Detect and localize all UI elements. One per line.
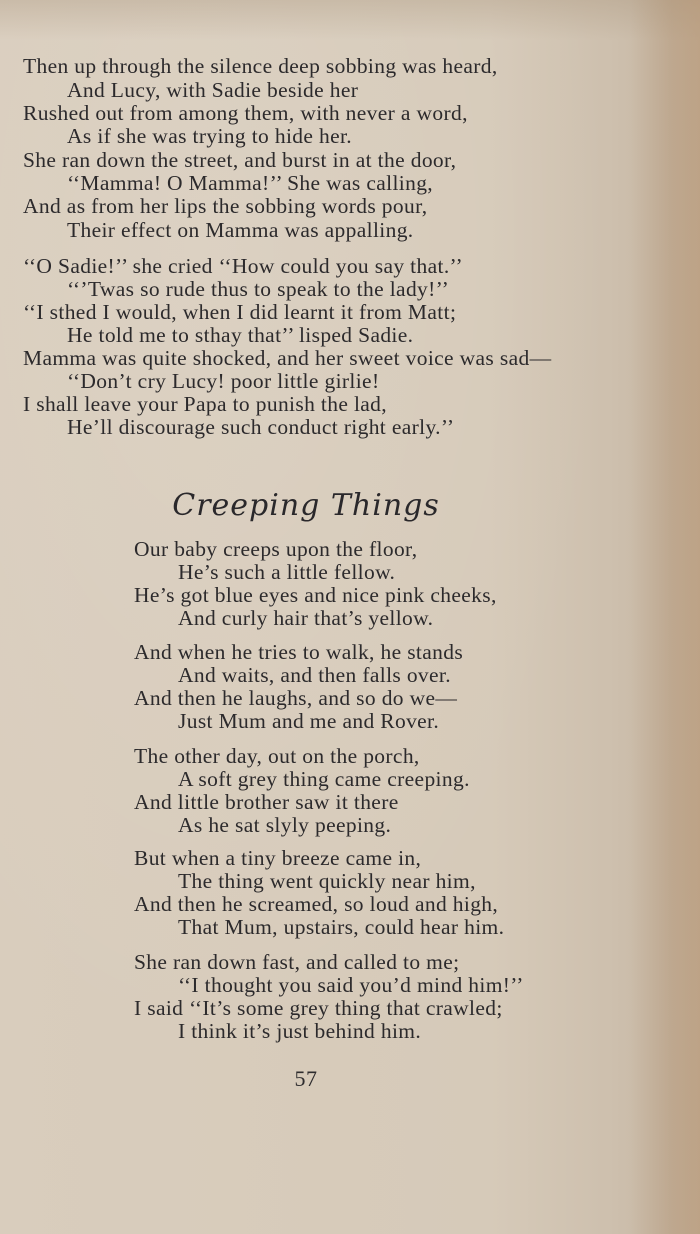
- poem-line: And then he screamed, so loud and high,: [134, 892, 499, 916]
- poem-line: But when a tiny breeze came in,: [134, 846, 422, 870]
- poem-line: And curly hair that’s yellow.: [178, 606, 434, 630]
- poem-line: ‘‘Don’t cry Lucy! poor little girlie!: [67, 369, 380, 393]
- poem-line: Mamma was quite shocked, and her sweet voice was sad—: [23, 346, 552, 370]
- page-edge-shading: [630, 0, 700, 1234]
- page-top-shading: [0, 0, 700, 40]
- poem-line: Rushed out from among them, with never a word,: [23, 101, 468, 125]
- poem-line: As he sat slyly peeping.: [178, 813, 392, 837]
- poem-line: ‘‘Mamma! O Mamma!’’ She was calling,: [67, 171, 434, 195]
- poem-line: And little brother saw it there: [134, 790, 399, 814]
- poem-line: Just Mum and me and Rover.: [178, 709, 440, 733]
- page-number: 57: [294, 1066, 318, 1091]
- poem-line: A soft grey thing came creeping.: [178, 767, 470, 791]
- poem-line: And Lucy, with Sadie beside her: [67, 78, 359, 102]
- poem-line: And as from her lips the sobbing words pour,: [23, 194, 428, 218]
- poem-line: And when he tries to walk, he stands: [134, 640, 464, 664]
- poem-line: ‘‘I thought you said you’d mind him!’’: [178, 973, 524, 997]
- poem-line: Then up through the silence deep sobbing was heard,: [23, 54, 498, 78]
- poem-line: ‘‘O Sadie!’’ she cried ‘‘How could you say that.’’: [23, 254, 463, 278]
- poem-line: He’ll discourage such conduct right early.’’: [67, 415, 455, 439]
- poem-line: He’s such a little fellow.: [178, 560, 396, 584]
- poem-line: He’s got blue eyes and nice pink cheeks,: [134, 583, 497, 607]
- poem-line: ‘‘’Twas so rude thus to speak to the lady!’’: [67, 277, 450, 301]
- poem-line: Their effect on Mamma was appalling.: [67, 218, 414, 242]
- poem-line: And waits, and then falls over.: [178, 663, 451, 687]
- poem-line: She ran down fast, and called to me;: [134, 950, 460, 974]
- poem-line: Our baby creeps upon the floor,: [134, 537, 418, 561]
- poem-line: I think it’s just behind him.: [178, 1019, 422, 1043]
- poem-line: ‘‘I sthed I would, when I did learnt it from Matt;: [23, 300, 457, 324]
- poem-line: The other day, out on the porch,: [134, 744, 420, 768]
- poem-line: She ran down the street, and burst in at the door,: [23, 148, 457, 172]
- poem-line: He told me to sthay that’’ lisped Sadie.: [67, 323, 414, 347]
- poem-line: I shall leave your Papa to punish the lad,: [23, 392, 387, 416]
- poem-line: That Mum, upstairs, could hear him.: [178, 915, 505, 939]
- poem-line: I said ‘‘It’s some grey thing that crawled;: [134, 996, 503, 1020]
- poem-title: Creeping Things: [172, 488, 440, 523]
- poem-line: The thing went quickly near him,: [178, 869, 476, 893]
- poem-line: And then he laughs, and so do we—: [134, 686, 458, 710]
- poem-line: As if she was trying to hide her.: [67, 124, 353, 148]
